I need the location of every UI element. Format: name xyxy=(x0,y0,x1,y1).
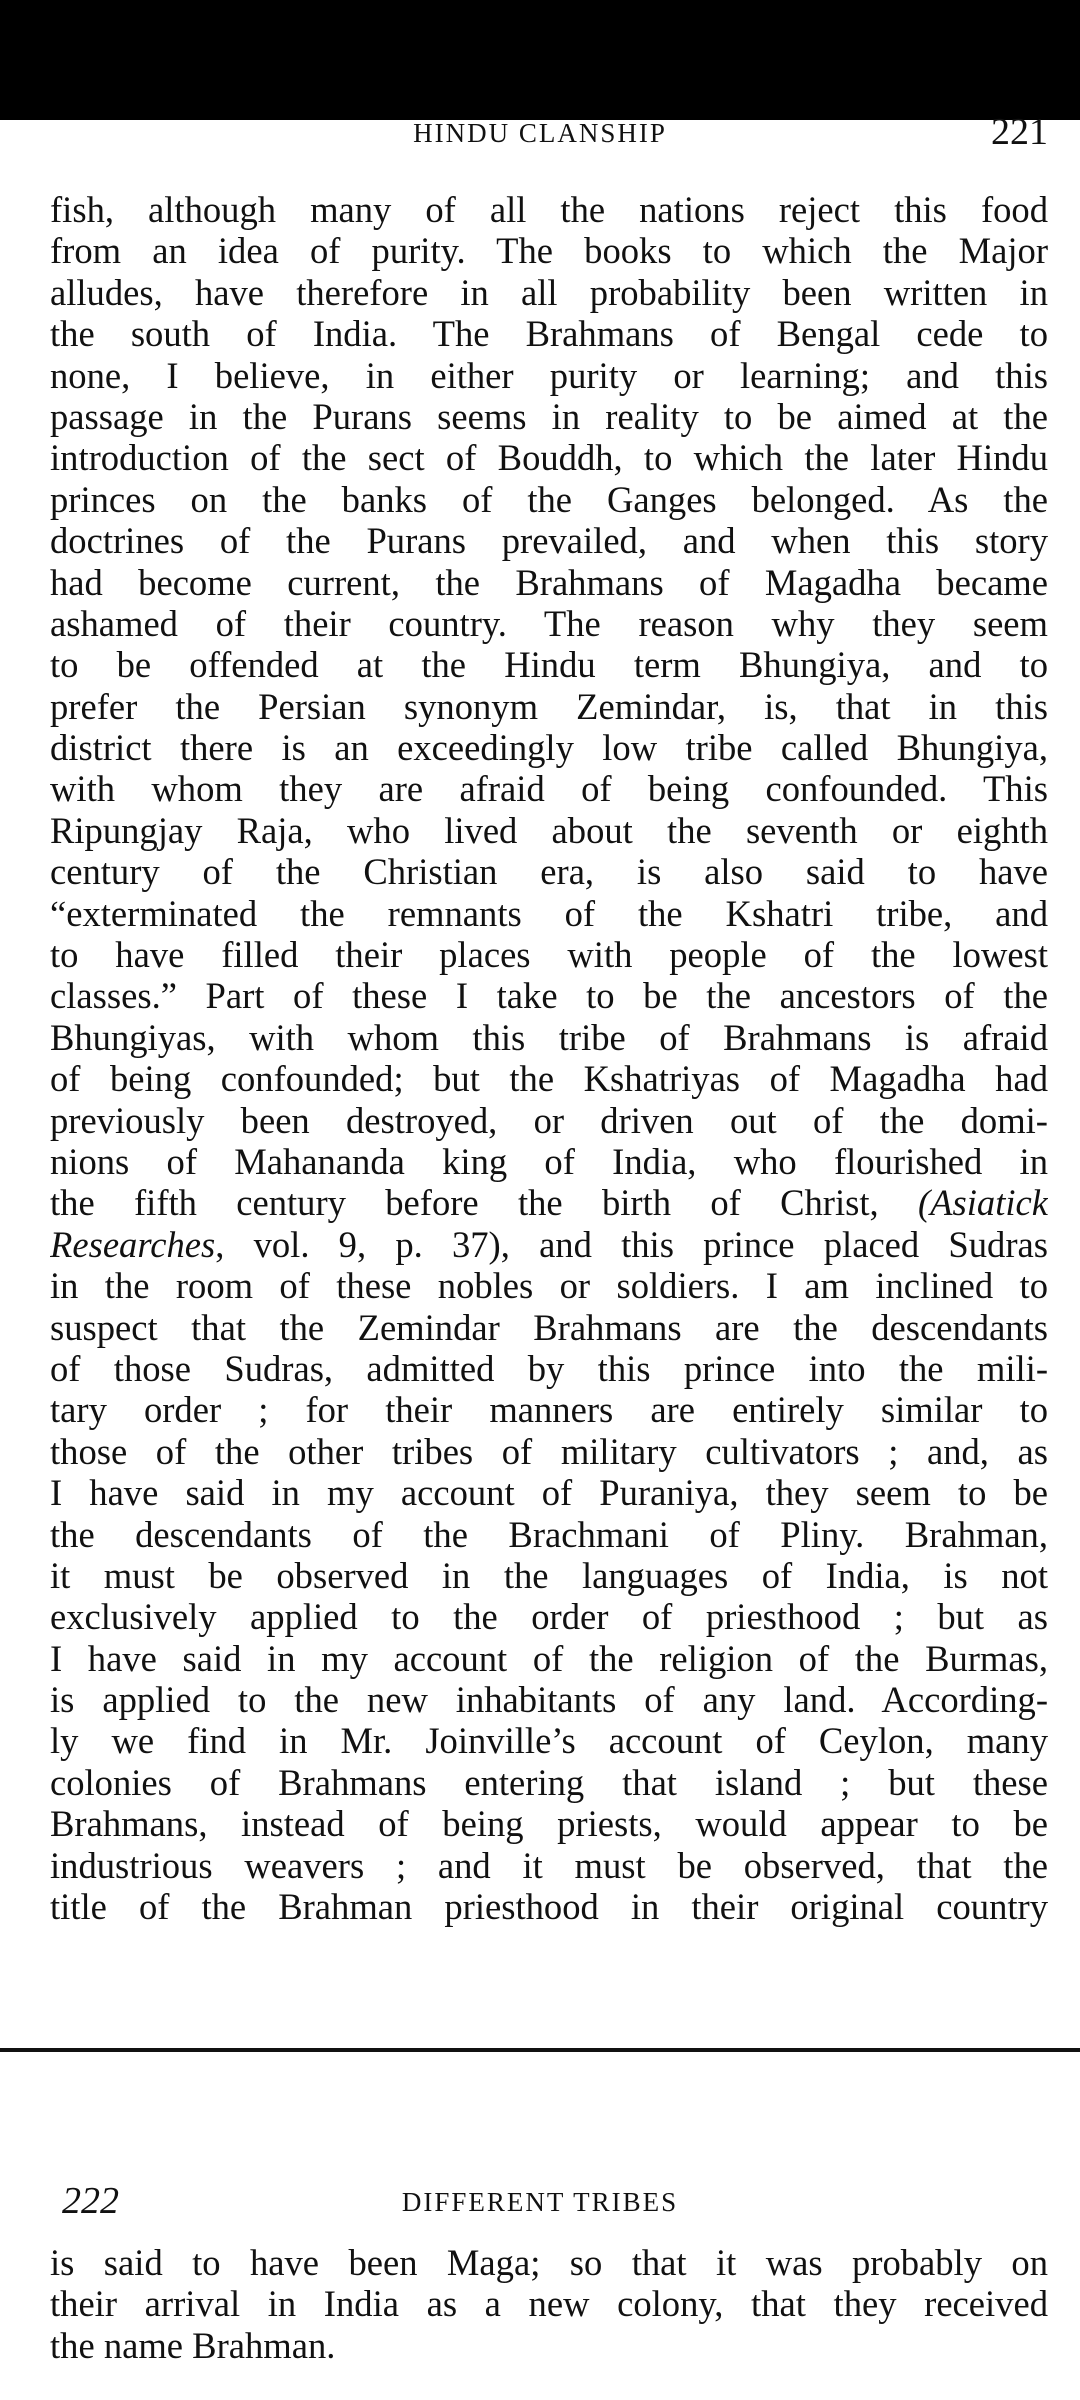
text-line: is applied to the new inhabitants of any land. According- xyxy=(50,1679,1048,1721)
text-line: of being confounded; but the Kshatriyas of Magadha had xyxy=(50,1058,1048,1100)
body-text-page-221 xyxy=(50,189,1048,1927)
text-line: ly we find in Mr. Joinville’s account of Ceylon, many xyxy=(50,1720,1048,1762)
text-line: to be offended at the Hindu term Bhungiya, and to xyxy=(50,644,1048,686)
text-line: classes.” Part of these I take to be the ancestors of the xyxy=(50,975,1048,1017)
text-line: introduction of the sect of Bouddh, to which the later Hindu xyxy=(50,437,1048,479)
text-line: fish, although many of all the nations reject this food xyxy=(50,189,1048,230)
body-text-page-222 xyxy=(50,2242,1048,2366)
text-line: had become current, the Brahmans of Magadha became xyxy=(50,561,1048,603)
text-line: with whom they are afraid of being confounded. This xyxy=(50,768,1048,810)
text-line: doctrines of the Purans prevailed, and when this story xyxy=(50,520,1048,562)
text-line: the name Brahman. xyxy=(50,2324,336,2366)
italic-citation: (Asiatick xyxy=(917,1182,1048,1224)
running-head-title: HINDU CLANSHIP xyxy=(413,118,667,148)
text-line: passage in the Purans seems in reality to be aimed at the xyxy=(50,395,1048,437)
text-line: Brahmans, instead of being priests, would appear to be xyxy=(50,1803,1048,1845)
text-line xyxy=(50,1182,1048,1223)
text-line: I have said in my account of Puraniya, they seem to be xyxy=(50,1472,1048,1514)
italic-citation-cont: Researches xyxy=(50,1223,216,1265)
text-line: century of the Christian era, is also said to have xyxy=(50,851,1048,893)
text-line: district there is an exceedingly low tribe called Bhungiya, xyxy=(50,727,1048,769)
text-line: title of the Brahman priesthood in their original country xyxy=(50,1886,1048,1928)
page-number: 222 xyxy=(62,2180,119,2222)
text-line: the south of India. The Brahmans of Bengal cede to xyxy=(50,313,1048,355)
text-line xyxy=(50,1224,1048,1265)
text-line: the descendants of the Brachmani of Pliny. Brahman, xyxy=(50,1513,1048,1555)
text-line: it must be observed in the languages of India, is not xyxy=(50,1554,1048,1596)
text-line: in the room of these nobles or soldiers. I am inclined to xyxy=(50,1265,1048,1307)
status-bar xyxy=(0,0,1080,120)
running-head-page-221 xyxy=(0,111,1080,158)
text-line: from an idea of purity. The books to which the Major xyxy=(50,230,1048,272)
text-line: nions of Mahananda king of India, who flourished in xyxy=(50,1140,1048,1182)
text-line: suspect that the Zemindar Brahmans are the descendants xyxy=(50,1306,1048,1348)
text-line-start: the fifth century before the birth of Christ, xyxy=(50,1182,879,1224)
text-line: of those Sudras, admitted by this prince into the mili- xyxy=(50,1347,1048,1389)
running-head-title: DIFFERENT TRIBES xyxy=(401,2187,679,2217)
text-line: tary order ; for their manners are entirely similar to xyxy=(50,1389,1048,1431)
running-head-page-222 xyxy=(0,2180,1080,2227)
text-line: Ripungjay Raja, who lived about the seventh or eighth xyxy=(50,809,1048,851)
text-line: those of the other tribes of military cultivators ; and, as xyxy=(50,1430,1048,1472)
text-line: exclusively applied to the order of priesthood ; but as xyxy=(50,1596,1048,1638)
page-number: 221 xyxy=(991,111,1048,153)
text-line: prefer the Persian synonym Zemindar, is, that in this xyxy=(50,685,1048,727)
text-line: I have said in my account of the religion of the Burmas, xyxy=(50,1637,1048,1679)
text-line: to have filled their places with people of the lowest xyxy=(50,934,1048,976)
text-line: none, I believe, in either purity or learning; and this xyxy=(50,354,1048,396)
text-line: alludes, have therefore in all probability been written in xyxy=(50,271,1048,313)
text-line: Bhungiyas, with whom this tribe of Brahmans is afraid xyxy=(50,1016,1048,1058)
text-line: princes on the banks of the Ganges belonged. As the xyxy=(50,478,1048,520)
text-line: is said to have been Maga; so that it was probably on xyxy=(50,2242,1048,2283)
text-line: ashamed of their country. The reason why they seem xyxy=(50,602,1048,644)
page-divider xyxy=(0,2048,1080,2052)
text-line-rest: , vol. 9, p. 37), and this prince placed Sudras xyxy=(215,1223,1048,1265)
text-line: colonies of Brahmans entering that island ; but these xyxy=(50,1761,1048,1803)
text-line: previously been destroyed, or driven out of the domi- xyxy=(50,1099,1048,1141)
text-line: “exterminated the remnants of the Kshatri tribe, and xyxy=(50,892,1048,934)
text-line: industrious weavers ; and it must be observed, that the xyxy=(50,1844,1048,1886)
text-line: their arrival in India as a new colony, that they received xyxy=(50,2283,1048,2325)
